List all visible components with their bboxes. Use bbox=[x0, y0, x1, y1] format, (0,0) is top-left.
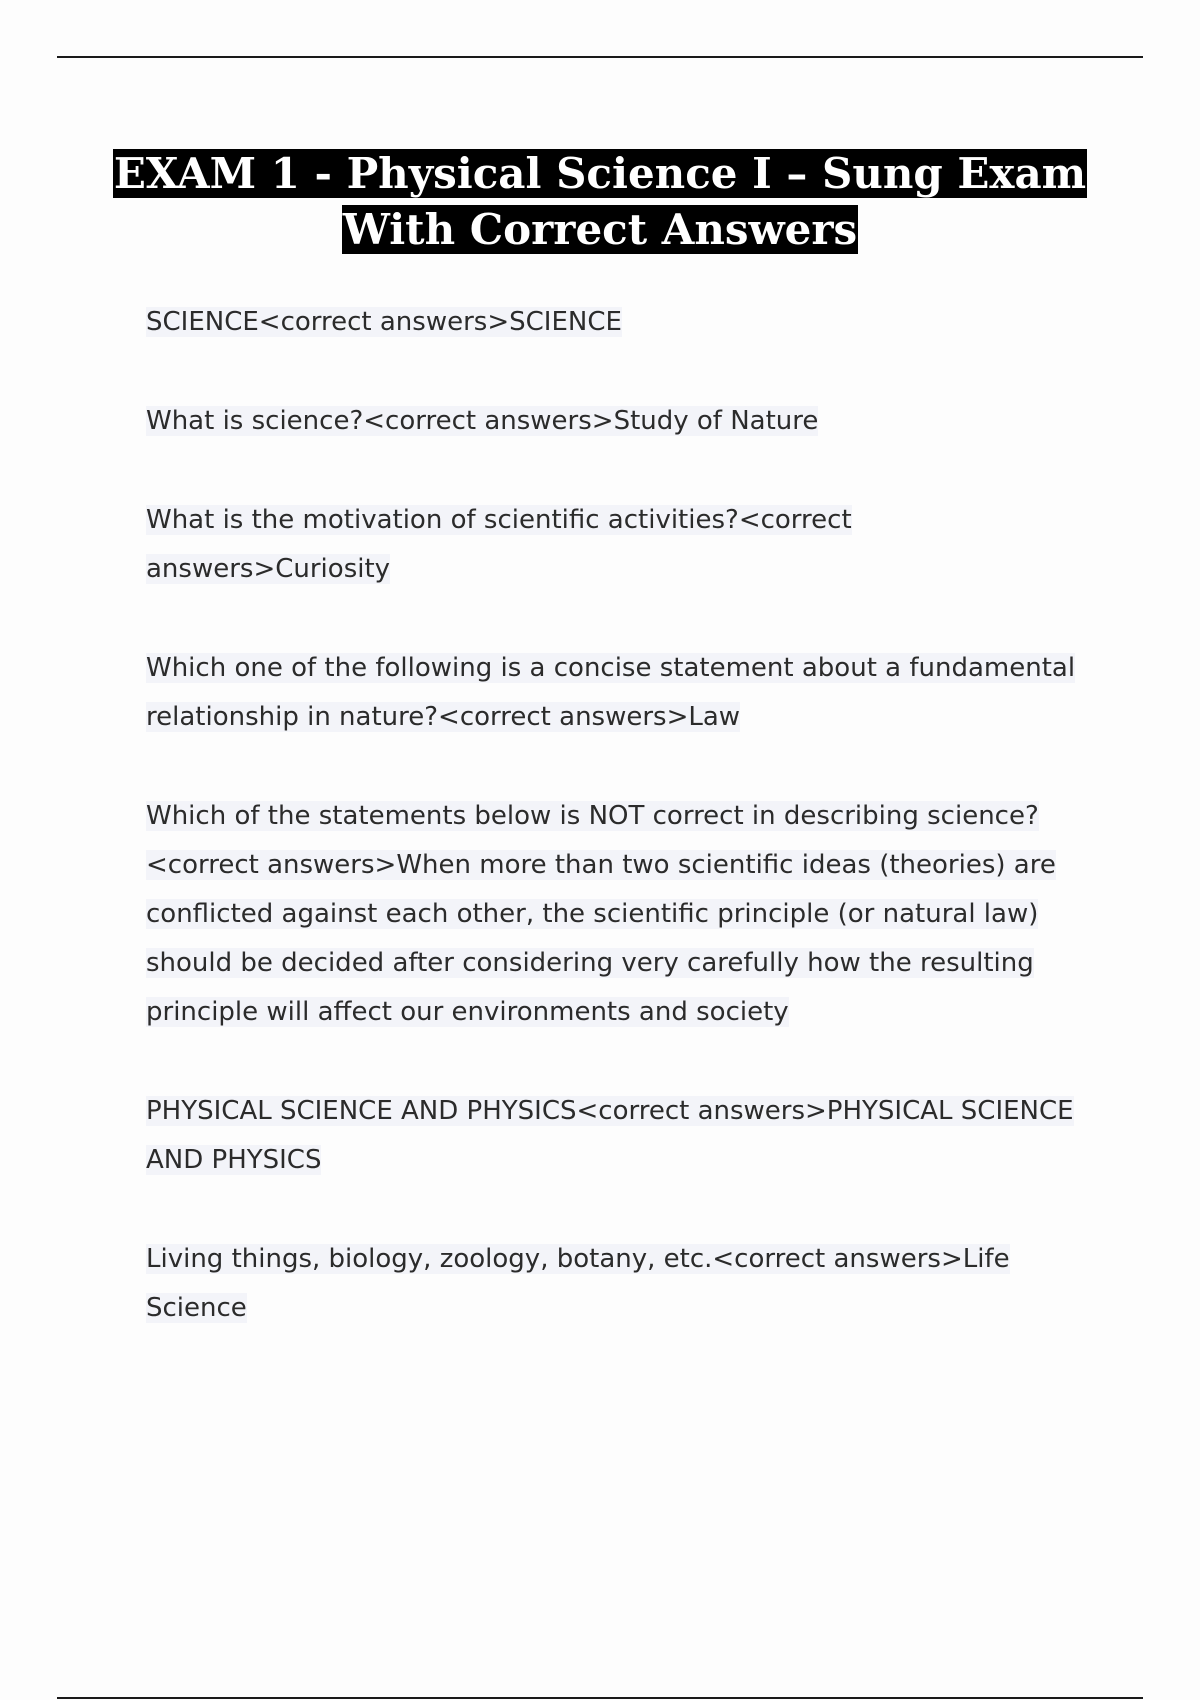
qa-entry bbox=[146, 397, 1101, 446]
qa-entry bbox=[146, 1087, 1101, 1185]
qa-entry bbox=[146, 298, 1101, 347]
qa-entry-text: SCIENCE<correct answers>SCIENCE bbox=[146, 307, 622, 337]
qa-entry-text: PHYSICAL SCIENCE AND PHYSICS<correct answers>PHYSICAL SCIENCE AND PHYSICS bbox=[146, 1096, 1074, 1175]
qa-list bbox=[146, 298, 1101, 1383]
qa-entry bbox=[146, 644, 1101, 742]
document-title bbox=[100, 146, 1100, 258]
qa-entry bbox=[146, 496, 1101, 594]
footer-rule bbox=[57, 1697, 1143, 1699]
qa-entry-text: Which one of the following is a concise statement about a fundamental relationship in nature?<correct answers>Law bbox=[146, 653, 1076, 732]
qa-entry-text: What is science?<correct answers>Study of Nature bbox=[146, 406, 819, 436]
qa-entry bbox=[146, 792, 1101, 1037]
qa-entry-text: Which of the statements below is NOT correct in describing science?<correct answers>When more than two scientific ideas (theories) are conflicted against each other, the scientific principle (or natural law) should be decided after considering very carefully how the resulting principle will affect our environments and society bbox=[146, 801, 1056, 1027]
qa-entry-text: Living things, biology, zoology, botany, etc.<correct answers>Life Science bbox=[146, 1244, 1010, 1323]
header-rule bbox=[57, 56, 1143, 58]
qa-entry bbox=[146, 1235, 1101, 1333]
qa-entry-text: What is the motivation of scientific activities?<correct answers>Curiosity bbox=[146, 505, 852, 584]
title-line-1: EXAM 1 - Physical Science I – Sung Exam bbox=[113, 149, 1087, 198]
title-line-2: With Correct Answers bbox=[342, 205, 858, 254]
